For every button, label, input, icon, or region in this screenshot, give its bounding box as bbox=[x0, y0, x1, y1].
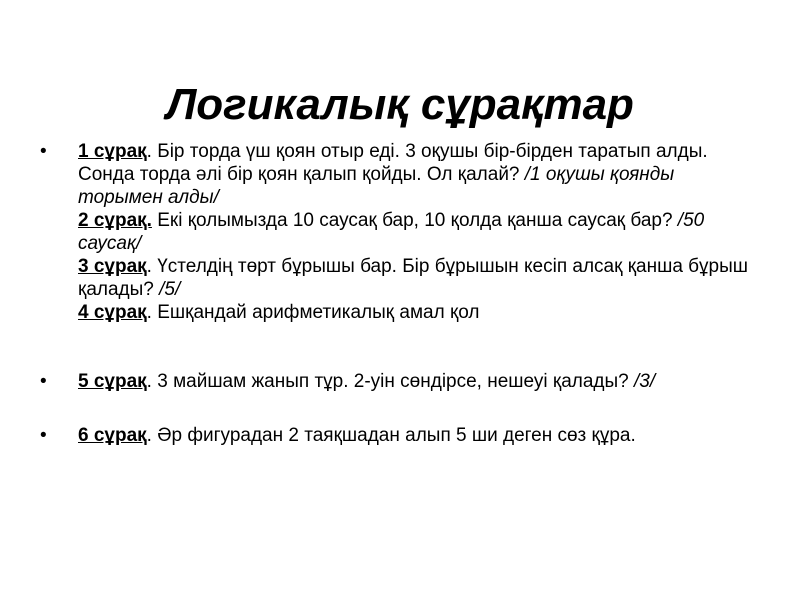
question-5-answer: /3/ bbox=[634, 371, 656, 392]
question-3-label: 3 сұрақ bbox=[78, 256, 147, 277]
question-1 bbox=[78, 140, 760, 209]
question-4-label: 4 сұрақ bbox=[78, 302, 147, 323]
question-5-text: . 3 майшам жанып тұр. 2-уін сөндірсе, нешеуі қалады? bbox=[146, 371, 635, 392]
question-3 bbox=[78, 255, 760, 301]
list-item-question-6 bbox=[40, 424, 760, 447]
question-2-label: 2 сұрақ. bbox=[78, 210, 152, 231]
question-2 bbox=[78, 209, 760, 255]
question-2-answer: /50 саусақ/ bbox=[78, 210, 705, 254]
question-4-text: . Ешқандай арифметикалық амал қол bbox=[146, 302, 480, 323]
question-list bbox=[40, 140, 760, 447]
question-5-label: 5 сұрақ bbox=[78, 371, 147, 392]
question-3-answer: /5/ bbox=[159, 279, 181, 300]
question-4 bbox=[78, 301, 760, 324]
question-3-text: . Үстелдің төрт бұрышы бар. Бір бұрышын кесіп алсақ қанша бұрыш қалады? bbox=[78, 256, 749, 300]
question-6-label: 6 сұрақ bbox=[78, 425, 147, 446]
question-2-text: Екі қолымызда 10 саусақ бар, 10 қолда қанша саусақ бар? bbox=[151, 210, 678, 231]
slide-title: Логикалық сұрақтар bbox=[166, 80, 634, 130]
question-1-label: 1 сұрақ bbox=[78, 141, 147, 162]
question-1-answer: /1 оқушы қоянды торымен алды/ bbox=[78, 164, 675, 208]
question-6-text: . Әр фигурадан 2 таяқшадан алып 5 ши деген сөз құра. bbox=[146, 425, 636, 446]
list-item-question-5 bbox=[40, 370, 760, 393]
list-item-questions-1-4 bbox=[40, 140, 760, 324]
question-1-text: . Бір торда үш қоян отыр еді. 3 оқушы бір-бірден таратып алды. Сонда торда әлі бір қоян қалып қойды. Ол қалай? bbox=[78, 141, 708, 185]
